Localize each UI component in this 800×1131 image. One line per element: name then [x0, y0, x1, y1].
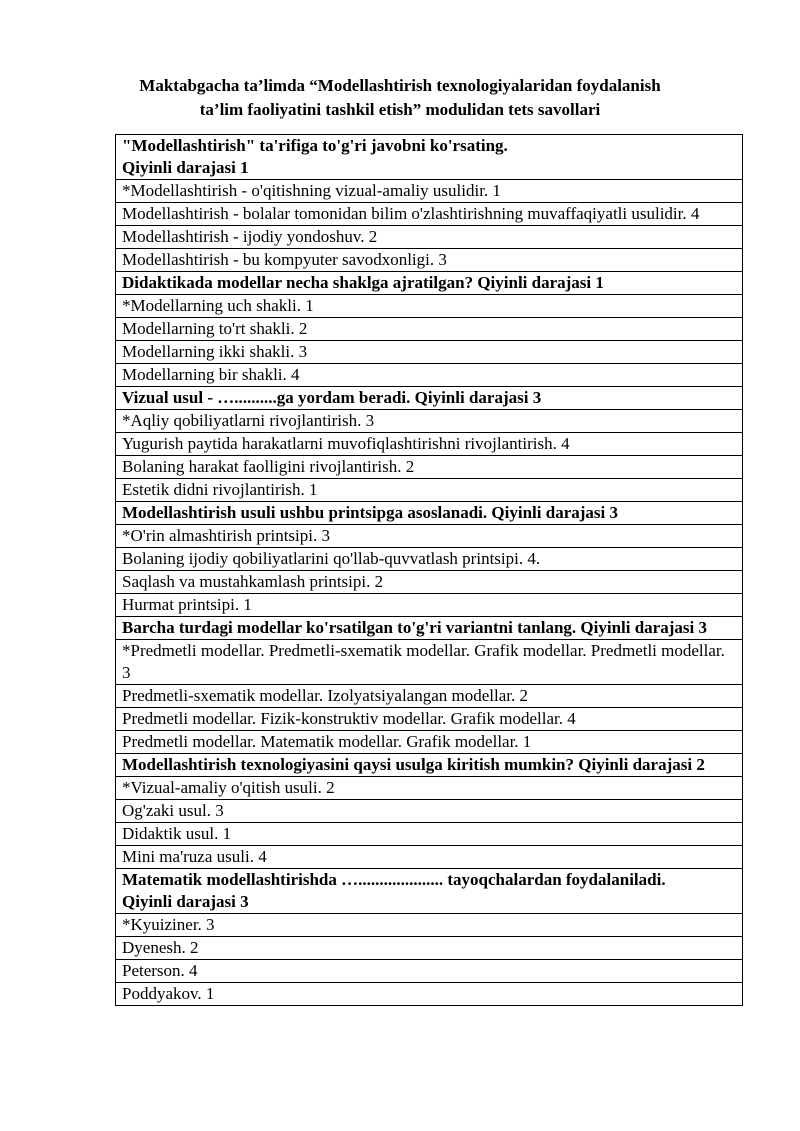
answer-row [116, 180, 743, 203]
answer-text: *Vizual-amaliy o'qitish usuli. 2 [116, 777, 743, 800]
answer-text: Mini ma'ruza usuli. 4 [116, 846, 743, 869]
answer-row [116, 548, 743, 571]
answer-row [116, 410, 743, 433]
answer-text: Predmetli-sxematik modellar. Izolyatsiyalangan modellar. 2 [116, 685, 743, 708]
answer-row [116, 594, 743, 617]
question-text: Matematik modellashtirishda ….................... tayoqchalardan foydalaniladi. [122, 870, 666, 889]
answer-text: Modellarning ikki shakli. 3 [116, 341, 743, 364]
answer-row [116, 708, 743, 731]
question-row [116, 272, 743, 295]
answer-row [116, 479, 743, 502]
answer-text: *Modellashtirish - o'qitishning vizual-amaliy usulidir. 1 [116, 180, 743, 203]
question-row [116, 617, 743, 640]
question-difficulty: Qiyinli darajasi 3 [580, 618, 707, 637]
answer-text: Og'zaki usul. 3 [116, 800, 743, 823]
answer-row [116, 823, 743, 846]
answer-row [116, 685, 743, 708]
question-difficulty: Qiyinli darajasi 3 [414, 388, 542, 407]
answer-text: Predmetli modellar. Matematik modellar. Grafik modellar. 1 [116, 731, 743, 754]
answer-row [116, 983, 743, 1006]
question-text: Vizual usul - …..........ga yordam beradi. [122, 388, 411, 407]
question-row [116, 502, 743, 525]
answer-row [116, 800, 743, 823]
answer-row [116, 846, 743, 869]
answer-text: Dyenesh. 2 [116, 937, 743, 960]
answer-row [116, 914, 743, 937]
answer-row [116, 341, 743, 364]
answer-text: Yugurish paytida harakatlarni muvofiqlashtirishni rivojlantirish. 4 [116, 433, 743, 456]
answer-text: Bolaning harakat faolligini rivojlantirish. 2 [116, 456, 743, 479]
question-difficulty: Qiyinli darajasi 1 [477, 273, 604, 292]
title-line-2: ta’lim faoliyatini tashkil etish” modulidan tets savollari [199, 100, 601, 119]
answer-text: *Predmetli modellar. Predmetli-sxematik modellar. Grafik modellar. Predmetli modellar. 3 [116, 640, 743, 685]
answer-row [116, 433, 743, 456]
answer-row [116, 203, 743, 226]
answer-row [116, 937, 743, 960]
answer-text: Poddyakov. 1 [116, 983, 743, 1006]
answer-row [116, 249, 743, 272]
answer-text: Modellarning to'rt shakli. 2 [116, 318, 743, 341]
answer-text: Modellarning bir shakli. 4 [116, 364, 743, 387]
answer-text: Didaktik usul. 1 [116, 823, 743, 846]
question-difficulty: Qiyinli darajasi 3 [491, 503, 618, 522]
answer-text: Modellashtirish - ijodiy yondoshuv. 2 [116, 226, 743, 249]
page-title [100, 74, 700, 122]
answer-text: *Aqliy qobiliyatlarni rivojlantirish. 3 [116, 410, 743, 433]
title-line-1: Maktabgacha ta’limda “Modellashtirish texnologiyalaridan foydalanish [139, 76, 661, 95]
question-difficulty: Qiyinli darajasi 1 [122, 158, 249, 177]
answer-row [116, 571, 743, 594]
answer-row [116, 295, 743, 318]
answer-row [116, 456, 743, 479]
answer-text: *Modellarning uch shakli. 1 [116, 295, 743, 318]
question-text: Modellashtirish texnologiyasini qaysi usulga kiritish mumkin? [122, 755, 575, 774]
quiz-table-body [116, 135, 743, 1006]
answer-row [116, 364, 743, 387]
question-text: Barcha turdagi modellar ko'rsatilgan to'g'ri variantni tanlang. [122, 618, 577, 637]
question-text: Modellashtirish usuli ushbu printsipga asoslanadi. [122, 503, 488, 522]
question-text: Didaktikada modellar necha shaklga ajratilgan? [122, 273, 474, 292]
answer-text: Bolaning ijodiy qobiliyatlarini qo'llab-quvvatlash printsipi. 4. [116, 548, 743, 571]
question-row [116, 387, 743, 410]
answer-text: Modellashtirish - bu kompyuter savodxonligi. 3 [116, 249, 743, 272]
answer-text: Saqlash va mustahkamlash printsipi. 2 [116, 571, 743, 594]
answer-row [116, 226, 743, 249]
question-row [116, 135, 743, 180]
answer-row [116, 960, 743, 983]
answer-text: *Kyuiziner. 3 [116, 914, 743, 937]
question-difficulty: Qiyinli darajasi 3 [122, 892, 249, 911]
answer-text: Hurmat printsipi. 1 [116, 594, 743, 617]
question-row [116, 869, 743, 914]
answer-row [116, 318, 743, 341]
question-difficulty: Qiyinli darajasi 2 [578, 755, 705, 774]
answer-row [116, 640, 743, 685]
answer-text: Predmetli modellar. Fizik-konstruktiv modellar. Grafik modellar. 4 [116, 708, 743, 731]
answer-text: *O'rin almashtirish printsipi. 3 [116, 525, 743, 548]
answer-row [116, 525, 743, 548]
answer-text: Estetik didni rivojlantirish. 1 [116, 479, 743, 502]
answer-text: Peterson. 4 [116, 960, 743, 983]
answer-row [116, 731, 743, 754]
answer-text: Modellashtirish - bolalar tomonidan bilim o'zlashtirishning muvaffaqiyatli usulidir. 4 [116, 203, 743, 226]
answer-row [116, 777, 743, 800]
question-row [116, 754, 743, 777]
question-text: "Modellashtirish" ta'rifiga to'g'ri javobni ko'rsating. [122, 136, 508, 155]
quiz-table [115, 134, 743, 1006]
